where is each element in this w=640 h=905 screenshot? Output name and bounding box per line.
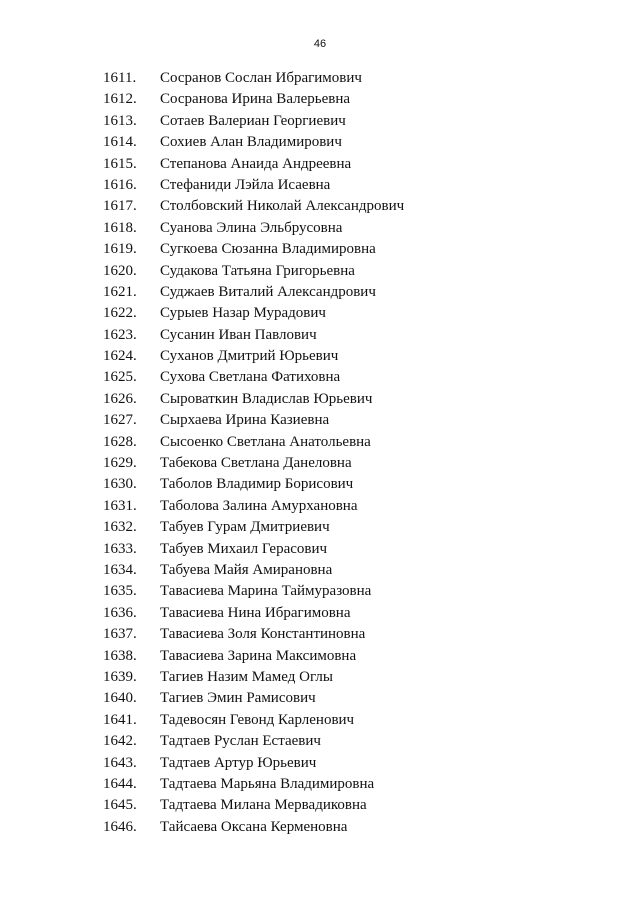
entry-number: 1640. bbox=[103, 690, 137, 707]
entry-name: Тагиев Эмин Рамисович bbox=[160, 690, 316, 707]
list-item bbox=[0, 560, 640, 581]
entry-number: 1621. bbox=[103, 283, 137, 300]
list-item bbox=[0, 175, 640, 196]
entry-number: 1630. bbox=[103, 476, 137, 493]
entry-name: Сосранов Сослан Ибрагимович bbox=[160, 70, 362, 86]
entry-name: Тайсаева Оксана Керменовна bbox=[160, 818, 348, 835]
entry-number: 1638. bbox=[103, 647, 137, 664]
entry-number: 1615. bbox=[103, 155, 137, 172]
entry-name: Тадевосян Гевонд Карленович bbox=[160, 711, 355, 728]
entry-name: Сысоенко Светлана Анатольевна bbox=[160, 433, 371, 450]
entry-name: Тадтаева Марьяна Владимировна bbox=[160, 775, 375, 792]
entry-number: 1632. bbox=[103, 519, 137, 536]
list-item bbox=[0, 667, 640, 688]
entry-number: 1618. bbox=[103, 219, 137, 236]
list-item bbox=[0, 753, 640, 774]
entry-name: Табуева Майя Амирановна bbox=[160, 561, 333, 578]
entry-number: 1613. bbox=[103, 112, 137, 129]
entry-name: Сосранова Ирина Валерьевна bbox=[160, 91, 351, 108]
entry-number: 1635. bbox=[103, 583, 137, 600]
list-item bbox=[0, 731, 640, 752]
entry-number: 1619. bbox=[103, 241, 137, 258]
entry-number: 1626. bbox=[103, 390, 137, 407]
list-item bbox=[0, 795, 640, 816]
entry-name: Стефаниди Лэйла Исаевна bbox=[160, 176, 331, 193]
entry-number: 1620. bbox=[103, 262, 137, 279]
list-item bbox=[0, 517, 640, 538]
list-item bbox=[0, 432, 640, 453]
list-item bbox=[0, 474, 640, 495]
list-item bbox=[0, 817, 640, 838]
name-list bbox=[0, 68, 640, 838]
entry-name: Табуев Михаил Герасович bbox=[160, 540, 328, 557]
entry-number: 1634. bbox=[103, 561, 137, 578]
entry-name: Сугкоева Сюзанна Владимировна bbox=[160, 241, 376, 258]
entry-name: Табуев Гурам Дмитриевич bbox=[160, 519, 330, 536]
entry-name: Тадтаев Артур Юрьевич bbox=[160, 754, 317, 771]
entry-number: 1639. bbox=[103, 668, 137, 685]
entry-name: Судакова Татьяна Григорьевна bbox=[160, 262, 355, 279]
entry-number: 1641. bbox=[103, 711, 137, 728]
entry-number: 1617. bbox=[103, 198, 137, 215]
list-item bbox=[0, 346, 640, 367]
entry-number: 1646. bbox=[103, 818, 137, 835]
entry-name: Сурыев Назар Мурадович bbox=[160, 305, 326, 322]
list-item bbox=[0, 624, 640, 645]
entry-number: 1629. bbox=[103, 455, 137, 472]
entry-number: 1642. bbox=[103, 733, 137, 750]
entry-name: Сотаев Валериан Георгиевич bbox=[160, 112, 346, 129]
entry-number: 1627. bbox=[103, 412, 137, 429]
entry-number: 1625. bbox=[103, 369, 137, 386]
entry-number: 1633. bbox=[103, 540, 137, 557]
entry-name: Столбовский Николай Александрович bbox=[160, 198, 405, 215]
entry-number: 1628. bbox=[103, 433, 137, 450]
entry-name: Табекова Светлана Данеловна bbox=[160, 455, 352, 472]
list-item bbox=[0, 774, 640, 795]
entry-number: 1637. bbox=[103, 626, 137, 643]
list-item bbox=[0, 111, 640, 132]
entry-number: 1616. bbox=[103, 176, 137, 193]
list-item bbox=[0, 688, 640, 709]
list-item bbox=[0, 218, 640, 239]
list-item bbox=[0, 710, 640, 731]
entry-number: 1645. bbox=[103, 797, 137, 814]
entry-number: 1644. bbox=[103, 775, 137, 792]
entry-name: Тавасиева Зарина Максимовна bbox=[160, 647, 357, 664]
list-item bbox=[0, 453, 640, 474]
entry-name: Тавасиева Марина Таймуразовна bbox=[160, 583, 372, 600]
entry-number: 1614. bbox=[103, 134, 137, 151]
entry-name: Степанова Анаида Андреевна bbox=[160, 155, 352, 172]
entry-number: 1622. bbox=[103, 305, 137, 322]
entry-name: Сохиев Алан Владимирович bbox=[160, 134, 342, 151]
entry-name: Таболова Залина Амурхановна bbox=[160, 497, 358, 514]
list-item bbox=[0, 603, 640, 624]
entry-name: Суанова Элина Эльбрусовна bbox=[160, 219, 343, 236]
entry-number: 1624. bbox=[103, 348, 137, 365]
list-item bbox=[0, 410, 640, 431]
list-item bbox=[0, 496, 640, 517]
entry-name: Сырхаева Ирина Казиевна bbox=[160, 412, 330, 429]
page-number: 46 bbox=[313, 38, 327, 50]
list-item bbox=[0, 196, 640, 217]
list-item bbox=[0, 154, 640, 175]
entry-name: Тадтаев Руслан Естаевич bbox=[160, 733, 321, 750]
list-item bbox=[0, 89, 640, 110]
entry-name: Сыроваткин Владислав Юрьевич bbox=[160, 390, 373, 407]
list-item bbox=[0, 68, 640, 89]
entry-number: 1631. bbox=[103, 497, 137, 514]
list-item bbox=[0, 646, 640, 667]
list-item bbox=[0, 282, 640, 303]
list-item bbox=[0, 389, 640, 410]
list-item bbox=[0, 261, 640, 282]
entry-name: Тавасиева Нина Ибрагимовна bbox=[160, 604, 351, 621]
list-item bbox=[0, 581, 640, 602]
list-item bbox=[0, 539, 640, 560]
entry-number: 1612. bbox=[103, 91, 137, 108]
entry-number: 1643. bbox=[103, 754, 137, 771]
entry-name: Тадтаева Милана Мервадиковна bbox=[160, 797, 367, 814]
entry-name: Тагиев Назим Мамед Оглы bbox=[160, 668, 333, 685]
entry-name: Сухова Светлана Фатиховна bbox=[160, 369, 341, 386]
entry-name: Сусанин Иван Павлович bbox=[160, 326, 317, 343]
entry-name: Таболов Владимир Борисович bbox=[160, 476, 354, 493]
entry-number: 1636. bbox=[103, 604, 137, 621]
list-item bbox=[0, 132, 640, 153]
entry-name: Тавасиева Золя Константиновна bbox=[160, 626, 366, 643]
entry-number: 1611. bbox=[103, 70, 137, 86]
entry-number: 1623. bbox=[103, 326, 137, 343]
list-item bbox=[0, 239, 640, 260]
entry-name: Суханов Дмитрий Юрьевич bbox=[160, 348, 339, 365]
list-item bbox=[0, 367, 640, 388]
list-item bbox=[0, 303, 640, 324]
entry-name: Суджаев Виталий Александрович bbox=[160, 283, 376, 300]
list-item bbox=[0, 325, 640, 346]
